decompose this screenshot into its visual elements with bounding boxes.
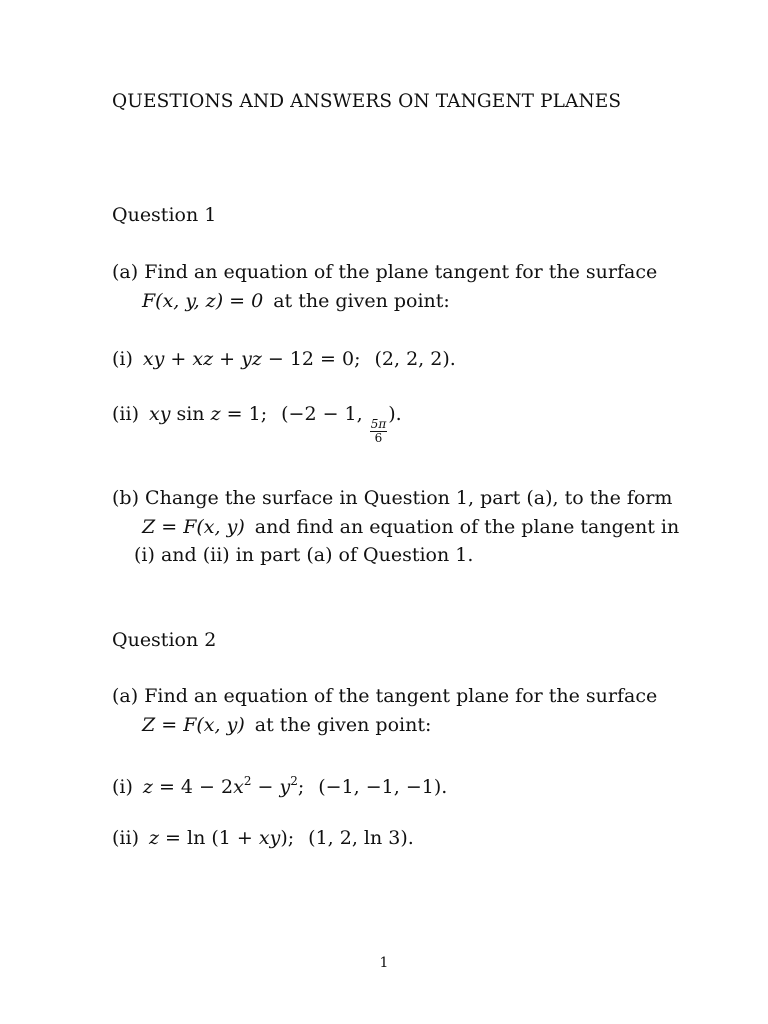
q2-item-i-exp1: 2: [243, 774, 252, 788]
q1-part-b-line3: (i) and (ii) in part (a) of Question 1.: [134, 544, 474, 566]
q1-item-ii-label: (ii): [112, 403, 139, 425]
q1-item-ii-point-prefix: (−2 − 1,: [281, 403, 363, 425]
q1-part-b-text: Change the surface in Question 1, part (a), to the form: [145, 487, 673, 509]
q1-part-a-rest: at the given point:: [273, 290, 450, 312]
question-2-heading: Question 2: [112, 629, 217, 651]
q1-item-ii-var: z: [210, 403, 221, 425]
q1-part-a-line1: [112, 260, 657, 284]
q1-item-i-rest: − 12 = 0;: [267, 348, 361, 370]
q1-item-ii-lhs: xy: [148, 403, 171, 425]
q2-item-i-label: (i): [112, 776, 133, 798]
q2-item-ii: [112, 826, 414, 850]
q1-part-b-label: (b): [112, 487, 139, 509]
q1-part-a-text: Find an equation of the plane tangent for the surface: [144, 261, 658, 283]
q2-item-i-exp2: 2: [290, 774, 298, 788]
q1-item-ii: [112, 402, 402, 445]
q2-item-i-minus: −: [257, 776, 274, 798]
q2-item-ii-label: (ii): [112, 827, 139, 849]
q2-item-i: [112, 769, 447, 799]
q2-item-ii-lhs: z: [148, 827, 159, 849]
q1-part-a-label: (a): [112, 261, 139, 283]
q2-part-a-text: Find an equation of the tangent plane for the surface: [144, 685, 658, 707]
q2-part-a-label: (a): [112, 685, 139, 707]
q2-item-i-eq: = 4 − 2: [158, 776, 234, 798]
q2-part-a-line1: [112, 684, 657, 708]
q2-item-ii-point: (1, 2, ln 3).: [308, 827, 414, 849]
q2-item-i-point: (−1, −1, −1).: [318, 776, 448, 798]
q2-item-i-semi: ;: [297, 776, 305, 798]
question-1-heading: Question 1: [112, 204, 217, 226]
q1-part-b-line2: [142, 515, 679, 539]
q1-part-b-equation: Z = F(x, y): [142, 516, 245, 538]
q2-part-a-line2: [142, 713, 431, 737]
q2-item-i-y: y: [279, 776, 291, 798]
page-number: 1: [379, 955, 389, 971]
q1-item-ii-sin: sin: [176, 403, 205, 425]
q1-item-i: [112, 347, 456, 371]
q1-part-b-line1: [112, 486, 672, 510]
q2-item-i-lhs: z: [142, 776, 153, 798]
q1-part-b-rest: and find an equation of the plane tangent in: [254, 516, 680, 538]
q1-item-i-label: (i): [112, 348, 133, 370]
q2-item-i-x: x: [233, 776, 244, 798]
q2-item-ii-eq: = ln (1 +: [165, 827, 253, 849]
q1-item-i-point: (2, 2, 2).: [374, 348, 456, 370]
q1-item-i-lhs: xy + xz + yz: [142, 348, 262, 370]
q1-item-ii-point-suffix: ).: [388, 403, 402, 425]
q1-item-ii-frac-den: 6: [374, 431, 383, 445]
q2-item-ii-close: );: [280, 827, 295, 849]
q2-part-a-rest: at the given point:: [254, 714, 432, 736]
q1-item-ii-fraction: [370, 418, 388, 445]
q1-part-a-line2: [142, 289, 450, 313]
q1-part-a-equation: F(x, y, z) = 0: [142, 290, 264, 312]
document-title: QUESTIONS AND ANSWERS ON TANGENT PLANES: [112, 91, 622, 112]
q1-item-ii-rest: = 1;: [226, 403, 268, 425]
q2-item-ii-xy: xy: [258, 827, 281, 849]
q2-part-a-equation: Z = F(x, y): [142, 714, 245, 736]
q1-item-ii-frac-num: 5π: [370, 417, 387, 431]
